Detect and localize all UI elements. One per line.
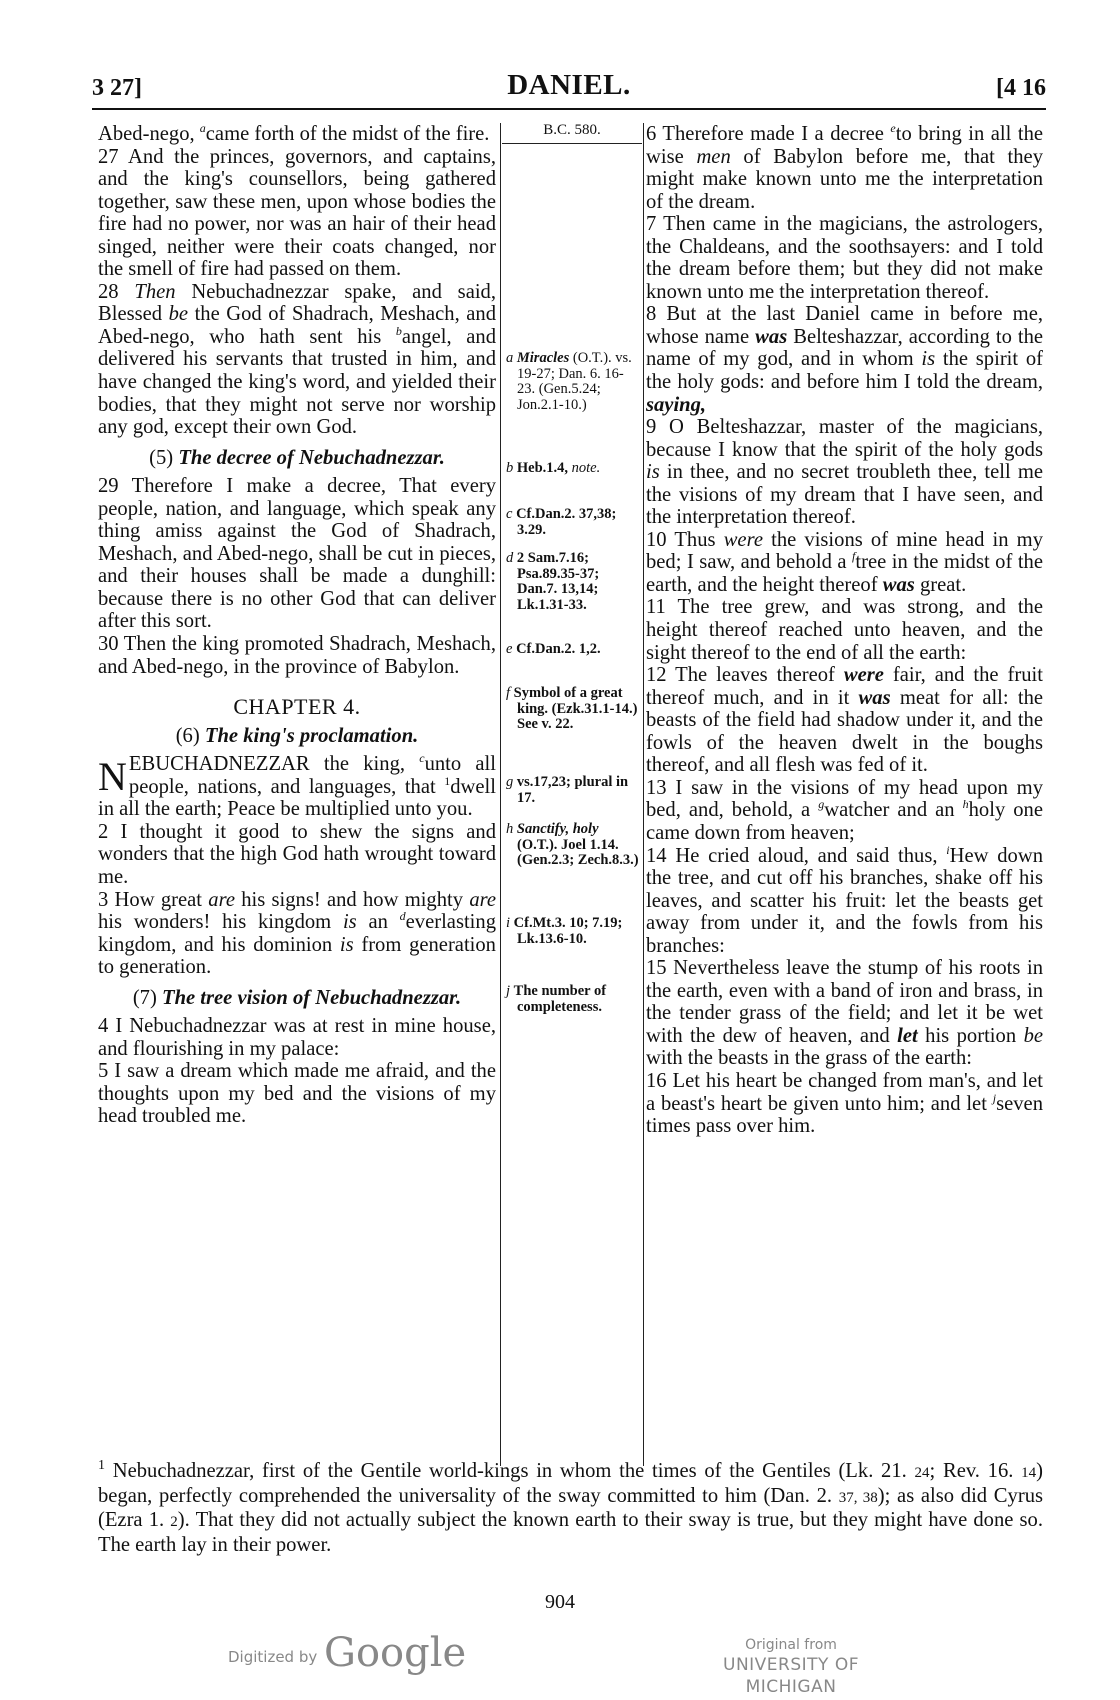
verse-26-end: Abed-nego, $^a$came forth of the midst of the fire. <box>98 121 490 145</box>
verse-4-7: 7 Then came in the magicians, the astrologers, the Chaldeans, and the soothsayers: and I told the dream before them; but they did not make known unto me the interpretation thereof. <box>646 213 1043 303</box>
footnote: $^1$ Nebuchadnezzar, first of the Gentile world-kings in whom the times of the Gentiles (Lk. 21. 24; Rev. 16. 14) began, perfectly comprehended the universality of the sway committed to him (Dan. 2. 37, 38); as also did Cyrus (Ezra 1. 2). That they did not actually subject the known earth to their sway is true, but they might have done so. The earth lay in their power. <box>98 1458 1044 1556</box>
footnote-marker: 1 <box>98 1458 105 1474</box>
column-rule-right <box>643 123 644 1466</box>
right-column <box>646 123 1043 1138</box>
chapter-heading: CHAPTER 4. <box>233 694 361 720</box>
margin-note-a: a Miracles (O.T.). vs. 19-27; Dan. 6. 16-23. (Gen.5.24; Jon.2.1-10.) <box>506 350 632 413</box>
verse-28: 28 Then Nebuchadnezzar spake, and said, Blessed be the God of Shadrach, Meshach, and Abed-nego, who hath sent his $^b$angel, and delivered his servants that trusted in him, and have changed the king's word, and yielded their bodies, that they might not serve nor worship any god, except their own God. <box>98 280 497 439</box>
margin-note-j: j The number of completeness. <box>506 983 607 1015</box>
verse-30: 30 Then the king promoted Shadrach, Meshach, and Abed-nego, in the province of Babylon. <box>98 633 496 678</box>
section-heading-7: (7) The tree vision of Nebuchadnezzar. <box>132 986 462 1009</box>
margin-note-d: d 2 Sam.7.16; Psa.89.35-37; Dan.7. 13,14; Lk.1.31-33. <box>506 550 600 613</box>
university-label: UNIVERSITY OF MICHIGAN <box>723 1655 859 1697</box>
verse-4-5: 5 I saw a dream which made me afraid, and the thoughts upon my bed and the visions of my head troubled me. <box>98 1060 496 1128</box>
margin-note-e: e Cf.Dan.2. 1,2. <box>506 641 601 657</box>
verse-4-12: 12 The leaves thereof were fair, and the fruit thereof much, and in it was meat for all: the beasts of the field had shadow under it, and the fowls of the heaven dwelt in the boughs thereof, and all flesh was fed of it. <box>646 664 1044 777</box>
left-column <box>98 123 496 1128</box>
margin-note-b: b Heb.1.4, note. <box>506 460 601 476</box>
margin-note-g: g vs.17,23; plural in 17. <box>506 774 629 806</box>
margin-references <box>502 122 642 1015</box>
verse-4-13: 13 I saw in the visions of my head upon my bed, and, behold, a $^g$watcher and an $^h$holy one came down from heaven; <box>646 776 1043 844</box>
verse-4-16: 16 Let his heart be changed from man's, and let a beast's heart be given unto him; and let $^j$seven times pass over him. <box>646 1069 1043 1138</box>
header-chapter-verse-end: [4 16 <box>996 75 1046 101</box>
header-chapter-verse-start: 3 27] <box>92 75 142 101</box>
digitized-by-label: Digitized by <box>228 1648 318 1666</box>
verse-4-9: 9 O Belteshazzar, master of the magicians, because I know that the spirit of the holy gods is in thee, and no secret troubleth thee, tell me the visions of my dream that I have seen, and the interpretation thereof. <box>646 416 1043 529</box>
verse-4-2: 2 I thought it good to shew the signs and wonders that the high God hath wrought toward me. <box>98 820 496 888</box>
section-heading-6: (6) The king's proclamation. <box>175 724 419 747</box>
margin-note-c: c Cf.Dan.2. 37,38; 3.29. <box>506 506 617 538</box>
verse-4-6: 6 Therefore made I a decree $^e$to bring in all the wise men of Babylon before me, that they might make known unto me the interpretation of the dream. <box>646 121 1044 213</box>
verse-4-1: NEBUCHADNEZZAR the king, $^c$unto all people, nations, and languages, that $^1$dwell in all the earth; Peace be multiplied unto you. <box>98 751 496 821</box>
verse-27: 27 And the princes, governors, and captains, and the king's counsellors, being gathered together, saw these men, upon whose bodies the fire had no power, nor was an hair of their head singed, neither were their coats changed, nor the smell of fire had passed on them. <box>98 145 496 281</box>
verse-4-3: 3 How great are his signs! and how mighty are his wonders! his kingdom is an $^d$everlasting kingdom, and his dominion is from generation to generation. <box>98 888 496 979</box>
running-header <box>92 70 1046 110</box>
google-logo: Google <box>324 1630 467 1676</box>
margin-note-f: f Symbol of a great king. (Ezk.31.1-14.) See v. 22. <box>506 685 638 733</box>
drop-cap: N <box>98 754 127 800</box>
original-from-label: Original from <box>745 1637 837 1653</box>
verse-4-4: 4 I Nebuchadnezzar was at rest in mine house, and flourishing in my palace: <box>98 1015 496 1060</box>
section-heading-5: (5) The decree of Nebuchadnezzar. <box>149 446 445 469</box>
verse-4-8: 8 But at the last Daniel came in before me, whose name was Belteshazzar, according to the name of my god, and in whom is the spirit of the holy gods: and before him I told the dream, saying, <box>646 303 1044 416</box>
date-note: B.C. 580. <box>502 123 642 144</box>
source-library <box>676 1636 906 1698</box>
verse-4-11: 11 The tree grew, and was strong, and the height thereof reached unto heaven, and the sight thereof to the end of all the earth: <box>646 596 1043 664</box>
verse-29: 29 Therefore I make a decree, That every people, nation, and language, which speak any thing amiss against the God of Shadrach, Meshach, and Abed-nego, shall be cut in pieces, and their houses shall be made a dunghill: because there is no other God that can deliver after this sort. <box>98 475 496 633</box>
verse-4-15: 15 Nevertheless leave the stump of his roots in the earth, even with a band of iron and brass, in the tender grass of the field; and let it be wet with the dew of heaven, and let his portion be with the beasts in the grass of the earth: <box>646 957 1043 1070</box>
verse-4-10: 10 Thus were the visions of mine head in my bed; I saw, and behold a $^f$tree in the midst of the earth, and the height thereof was great. <box>646 528 1043 596</box>
margin-note-i: i Cf.Mt.3. 10; 7.19; Lk.13.6-10. <box>506 915 623 947</box>
page-number: 904 <box>545 1591 575 1613</box>
book-title: DANIEL. <box>507 69 631 101</box>
verse-4-14: 14 He cried aloud, and said thus, $^i$Hew down the tree, and cut off his branches, shake off his leaves, and scatter his fruit: let the beasts get away from under it, and the fowls from his branches: <box>646 842 1044 957</box>
column-rule-left <box>500 123 501 1466</box>
margin-note-h: h Sanctify, holy (O.T.). Joel 1.14. (Gen.2.3; Zech.8.3.) <box>506 821 639 869</box>
